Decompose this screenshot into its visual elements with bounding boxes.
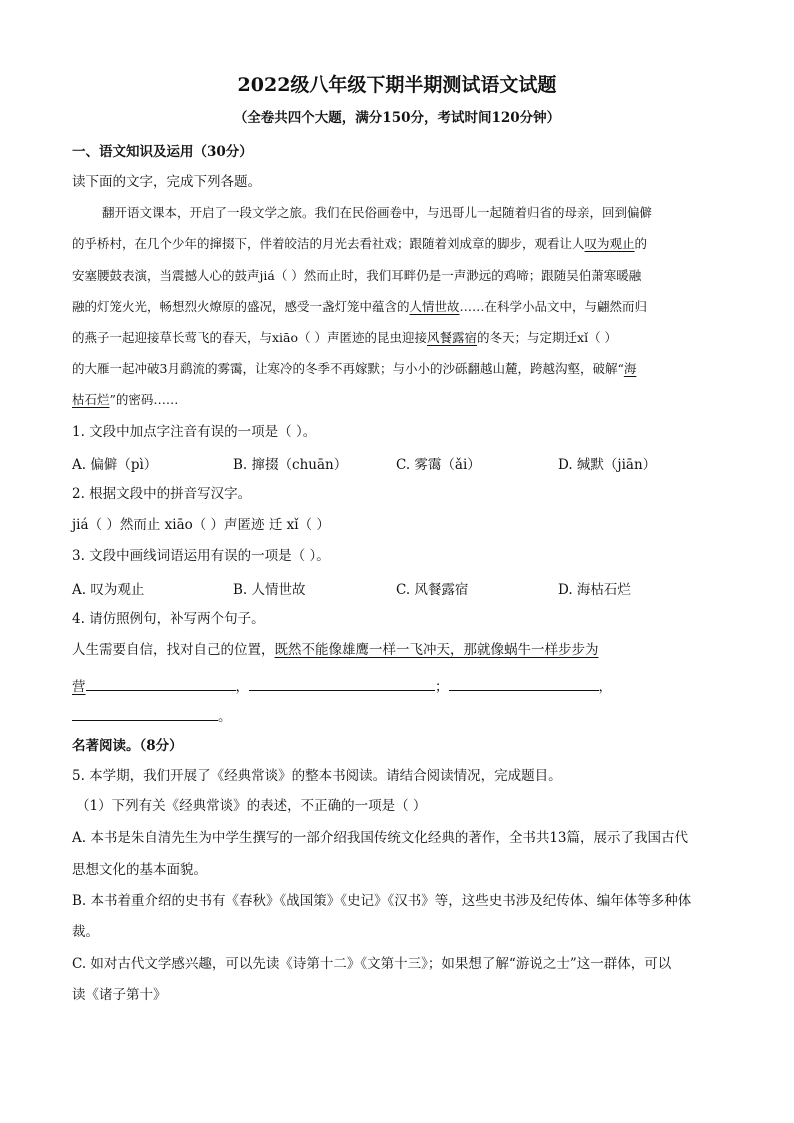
q3-option-a[interactable]: A. 叹为观止 [72,582,145,598]
q1-option-b[interactable]: B. 撺掇（chuān） [233,457,348,473]
passage-line-1: 翻开语文课本，开启了一段文学之旅。我们在民俗画卷中，与迅哥儿一起随着归省的母亲，回到偏僻 [102,205,653,220]
q4-example-underlined: 既然不能像雄鹰一样一飞冲天，那就像蜗牛一样步步为 [274,642,599,658]
passage-line-5-text: 的燕子一起迎接草长莺飞的春天，与xiāo（ ）声匿迹的昆虫迎接 [72,330,427,345]
q4-blank-3[interactable] [449,676,599,691]
underlined-term-1: 叹为观止 [584,236,635,251]
passage-line-5-tail: 的冬天；与定期迁xǐ（ ） [477,330,618,345]
q5-option-b-line-1[interactable]: B. 本书着重介绍的史书有《春秋》《战国策》《史记》《汉书》等，这些史书涉及纪传体、编年体等多种体 [72,893,692,909]
passage-line-4 [72,297,647,317]
underlined-term-4b: 枯石烂 [72,392,110,407]
q5-option-c-line-2[interactable]: 读《诸子第十》 [72,987,167,1003]
passage-line-3: 安塞腰鼓表演，当震撼人心的鼓声jiá（ ）然而止时，我们耳畔仍是一声渺远的鸡啼；跟随吴伯萧寒暖融 [72,268,642,283]
passage-line-2-tail: 的 [634,236,648,251]
passage-line-4-tail: ……在科学小品文中，与翩然而归 [459,299,648,314]
section2-heading: 名著阅读。（8分） [72,738,183,754]
q5-option-a-line-2[interactable]: 思想文化的基本面貌。 [72,862,207,878]
passage-line-4-text: 融的灯笼火光，畅想烈火燎原的盛况，感受一盏灯笼中蕴含的 [72,299,410,314]
q4-stem: 4. 请仿照例句，补写两个句子。 [72,611,265,627]
q5-stem: 5. 本学期，我们开展了《经典常谈》的整本书阅读。请结合阅读情况，完成题目。 [72,768,562,784]
q4-blank-1[interactable] [86,676,236,691]
q4-sep-1: ， [235,679,249,695]
q3-option-b[interactable]: B. 人情世故 [233,582,306,598]
underlined-term-3: 风餐露宿 [427,330,478,345]
q4-answer-line-2 [72,706,232,727]
q1-option-d[interactable]: D. 缄默（jiān） [558,457,657,473]
passage-line-6 [72,359,636,379]
passage-line-5 [72,328,617,348]
q4-example-end: 营 [72,679,86,695]
passage-line-2-text: 的乎桥村，在几个少年的撺掇下，伴着皎洁的月光去看社戏；跟随着刘成章的脚步，观看让人 [72,236,585,251]
passage-line-7 [72,390,178,410]
q4-end: 。 [218,709,232,725]
q3-stem: 3. 文段中画线词语运用有误的一项是（ ）。 [72,548,330,564]
passage-line-2 [72,234,647,254]
underlined-term-4a: 海 [623,361,637,376]
q4-answer-line-1 [72,676,612,697]
q5-option-c-line-1[interactable]: C. 如对古代文学感兴趣，可以先读《诗第十二》《文第十三》；如果想了解“游说之士”这一群体，可以 [72,956,672,972]
q1-stem: 1. 文段中加点字注音有误的一项是（ ）。 [72,424,317,440]
underlined-term-2: 人情世故 [409,299,460,314]
exam-subtitle: （全卷共四个大题，满分150分，考试时间120分钟） [233,110,561,126]
q1-option-c[interactable]: C. 雾霭（ǎi） [396,457,481,473]
exam-title: 2022级八年级下期半期测试语文试题 [237,74,557,96]
q4-sep-2: ； [435,679,449,695]
q5-option-b-line-2[interactable]: 裁。 [72,924,99,940]
q2-stem: 2. 根据文段中的拼音写汉字。 [72,486,252,502]
q4-example [72,640,599,660]
q4-blank-2[interactable] [249,676,435,691]
q4-blank-4[interactable] [72,706,218,721]
section1-instruction: 读下面的文字，完成下列各题。 [72,174,261,190]
q5-option-a-line-1[interactable]: A. 本书是朱自清先生为中学生撰写的一部介绍我国传统文化经典的著作，全书共13篇，展示了我国古代 [72,830,689,846]
q1-option-a[interactable]: A. 偏僻（pì） [72,457,158,473]
q2-pinyin-line[interactable]: jiá（ ）然而止 xiāo（ ）声匿迹 迁 xǐ（ ） [72,517,330,533]
q3-option-d[interactable]: D. 海枯石烂 [558,582,631,598]
q3-option-c[interactable]: C. 风餐露宿 [396,582,469,598]
q5-1-stem: （1）下列有关《经典常谈》的表述，不正确的一项是（ ） [76,798,427,814]
passage-line-6-text: 的大雁一起冲破3月鹞流的雾霭，让寒冷的冬季不再嫁默；与小小的沙砾翻越山麓，跨越沟壑，破解“ [72,361,624,376]
q4-sep-3: ， [598,679,612,695]
section1-heading: 一、语文知识及运用（30分） [72,144,253,160]
q4-example-lead: 人生需要自信，找对自己的位置， [72,642,275,658]
passage-line-7-text: ”的密码…… [109,392,179,407]
